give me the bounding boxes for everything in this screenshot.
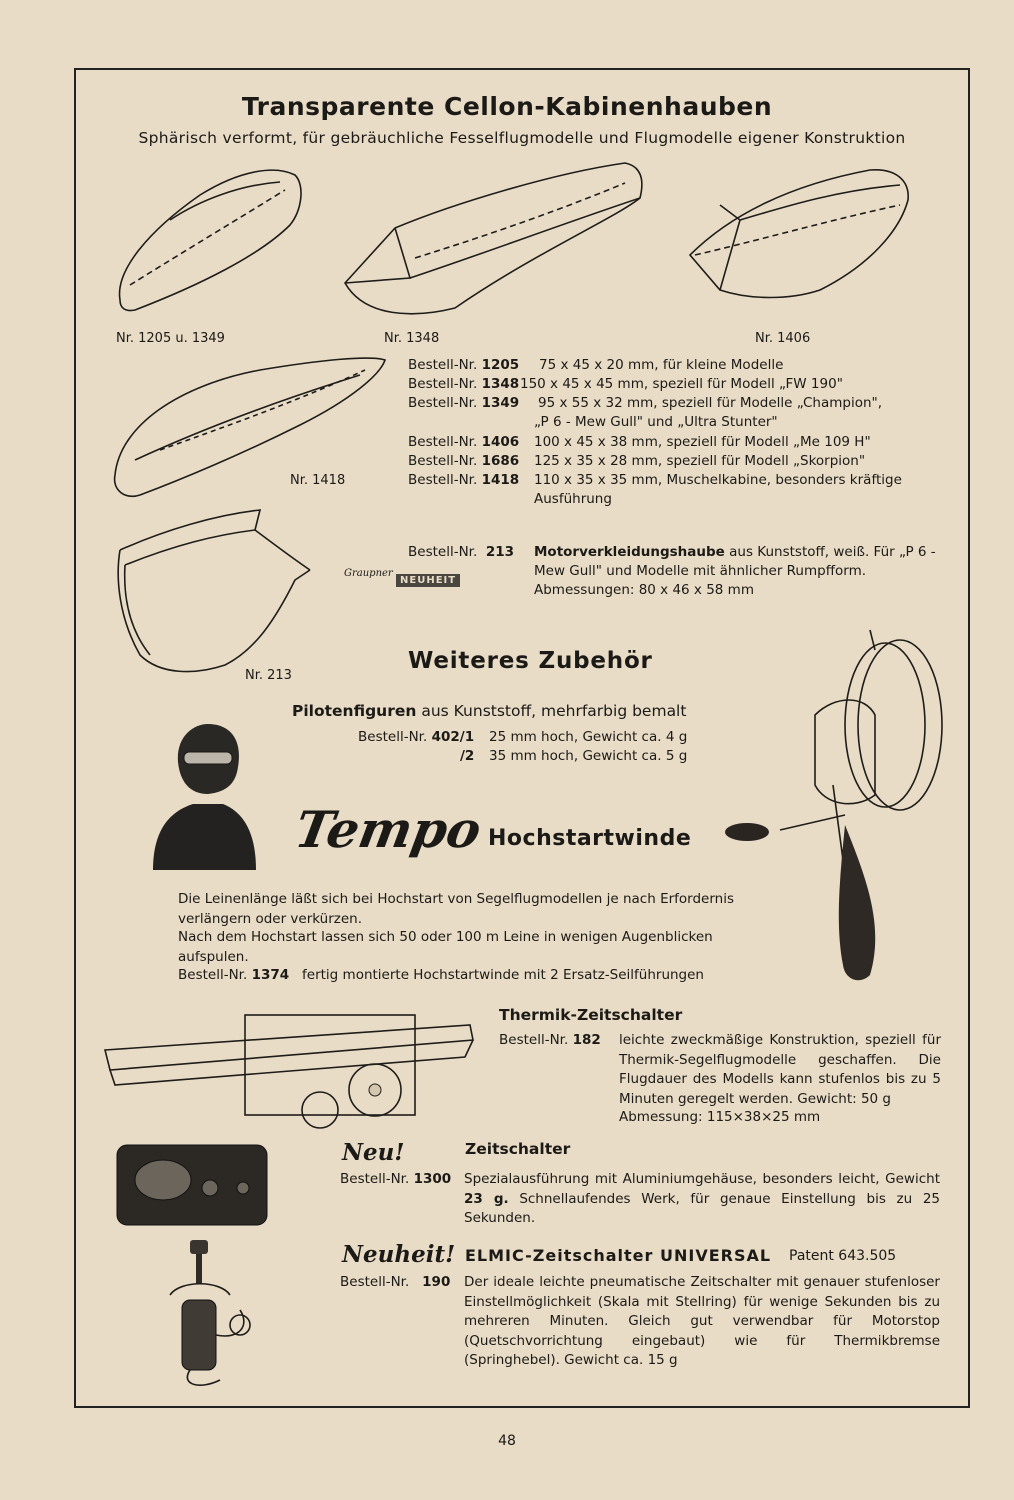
pilot-figure-illustration bbox=[148, 722, 258, 870]
pilot-row-2: /2 bbox=[460, 748, 475, 764]
thermik-title: Thermik-Zeitschalter bbox=[499, 1006, 683, 1024]
thermik-dimensions: Abmessung: 115×38×25 mm bbox=[619, 1109, 821, 1125]
canopy-1418-illustration bbox=[100, 355, 390, 505]
elmic-order-number: Bestell-Nr. 190 bbox=[340, 1274, 451, 1290]
winch-title: Hochstartwinde bbox=[488, 826, 692, 851]
neuheit-label: NEUHEIT bbox=[396, 574, 460, 587]
elmic-title: ELMIC-Zeitschalter UNIVERSAL bbox=[465, 1246, 772, 1265]
elmic-timer-illustration bbox=[160, 1240, 280, 1390]
zeitschalter-order-number: Bestell-Nr. 1300 bbox=[340, 1171, 452, 1187]
page-number: 48 bbox=[498, 1433, 516, 1449]
figure-label-1348: Nr. 1348 bbox=[384, 331, 440, 346]
thermik-order-number: Bestell-Nr. 182 bbox=[499, 1032, 601, 1048]
winch-paragraph-2: Nach dem Hochstart lassen sich 50 oder 100 m Leine in wenigen Augenblicken aufspulen. bbox=[178, 929, 713, 965]
figure-label-1205-1349: Nr. 1205 u. 1349 bbox=[116, 331, 225, 346]
canopy-1205-illustration bbox=[110, 160, 310, 320]
page-subtitle: Sphärisch verformt, für gebräuchliche Fesselflugmodelle und Flugmodelle eigener Konstruktion bbox=[138, 129, 906, 147]
novelty-tag: Neuheit! bbox=[342, 1241, 456, 1268]
zeitschalter-title: Zeitschalter bbox=[465, 1140, 571, 1158]
figure-label-213: Nr. 213 bbox=[245, 668, 292, 683]
elmic-description: Der ideale leichte pneumatische Zeitschalter mit genauer stufenloser Einstellmöglichkeit (Skala mit Stellring) für wenige Sekunden bis zu mehreren Minuten. Gleich gut verwendbar für Motorstop (Quetschvorrichtung eingebaut) wie für Thermikbremse (Springhebel). Gewicht ca. 15 g bbox=[464, 1274, 940, 1368]
thermik-description: leichte zweckmäßige Konstruktion, speziell für Thermik-Segelflugmodelle geschaffen. Die Flugdauer des Modells kann stufenlos bis zu 5 Minuten geregelt werden. Gewicht: 50 g bbox=[619, 1032, 941, 1107]
pilot-figures-heading: Pilotenfiguren aus Kunststoff, mehrfarbig bemalt bbox=[292, 702, 687, 720]
page-title: Transparente Cellon-Kabinenhauben bbox=[241, 92, 773, 121]
canopy-1406-illustration bbox=[680, 160, 920, 320]
neuheit-badge bbox=[344, 567, 457, 593]
tempo-logo: Tempo bbox=[290, 800, 486, 859]
section-title-accessories: Weiteres Zubehör bbox=[408, 648, 653, 674]
pilot-row-1-desc: 25 mm hoch, Gewicht ca. 4 g bbox=[489, 729, 688, 745]
new-tag: Neu! bbox=[342, 1139, 405, 1166]
motor-desc-line2: Mew Gull" und Modelle mit ähnlicher Rumpfform. bbox=[534, 563, 867, 579]
thermik-timer-illustration bbox=[105, 995, 475, 1130]
pilot-row-2-desc: 35 mm hoch, Gewicht ca. 5 g bbox=[489, 748, 688, 764]
zeitschalter-description: Spezialausführung mit Aluminiumgehäuse, besonders leicht, Gewicht 23 g. Schnellaufendes Werk, für genaue Einstellung bis zu 25 Sekunden. bbox=[464, 1171, 940, 1226]
pilot-row-1: Bestell-Nr. 402/1 bbox=[358, 729, 475, 745]
elmic-patent: Patent 643.505 bbox=[789, 1248, 897, 1264]
figure-label-1418: Nr. 1418 bbox=[290, 473, 346, 488]
graupner-logo: Graupner bbox=[344, 568, 393, 579]
winch-paragraph-1: Die Leinenlänge läßt sich bei Hochstart von Segelflugmodellen je nach Erfordernis verlängern oder verkürzen. bbox=[178, 891, 734, 927]
motor-cowl-213-illustration bbox=[115, 510, 335, 680]
motor-order-number: Bestell-Nr. 213 bbox=[408, 544, 515, 560]
canopy-1348-illustration bbox=[335, 158, 655, 328]
figure-label-1406: Nr. 1406 bbox=[755, 331, 811, 346]
zeitschalter-illustration bbox=[115, 1140, 275, 1230]
motor-desc-line1: Motorverkleidungshaube aus Kunststoff, weiß. Für „P 6 - bbox=[534, 544, 936, 560]
canopy-order-table: Bestell-Nr. 1205 75 x 45 x 20 mm, für kleine Modelle Bestell-Nr. 1348 150 x 45 x 45 mm, speziell für Modell „FW 190" Bestell-Nr. 1349 95 x 55 x 32 mm, speziell für Modelle „Champion", „P 6 - Mew Gull" und „Ultra Stunter" Bestell-Nr. 1406 100 x 45 x 38 mm, speziell für Modell „Me 109 H" Bestell-Nr. 1686 125 x 35 x 28 mm, speziell für Modell „Skorpion" Bestell-Nr. 1418 110 x 35 x 35 mm, Muschelkabine, besonders kräftige Ausführung bbox=[408, 357, 902, 507]
motor-desc-line3: Abmessungen: 80 x 46 x 58 mm bbox=[534, 582, 754, 598]
winch-order-row: Bestell-Nr. 1374 fertig montierte Hochstartwinde mit 2 Ersatz-Seilführungen bbox=[178, 967, 704, 983]
